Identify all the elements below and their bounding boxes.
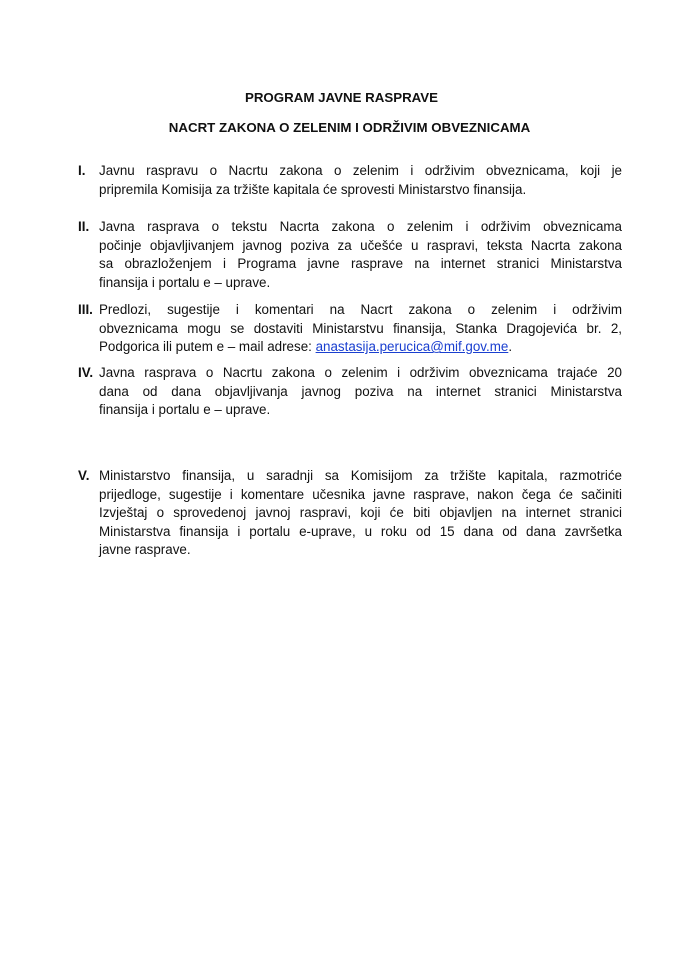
paragraph-line: pripremila Komisija za tržište kapitala će sprovesti Ministarstvo finansija. (99, 181, 527, 197)
paragraph-2 (78, 218, 622, 292)
email-link[interactable]: anastasija.perucica@mif.gov.me (315, 339, 509, 355)
paragraph-number: IV. (78, 365, 94, 380)
paragraph-number: I. (78, 163, 86, 178)
paragraph-line: finansija i portalu e – uprave. (99, 274, 271, 290)
paragraph-line: Izvještaj o sprovedenoj javnoj raspravi, koji će biti objavljen na internet stranici (99, 505, 622, 521)
paragraph-1 (78, 162, 622, 199)
paragraph-line: prijedloge, sugestije i komentare učesnika javne rasprave, nakon čega će sačiniti (99, 486, 622, 502)
paragraph-line: Javnu raspravu o Nacrtu zakona o zelenim i održivim obveznicama, koji je (99, 163, 622, 178)
paragraph-line: dana od dana objavljivanja javnog poziva na internet stranici Ministarstva (99, 383, 622, 399)
paragraph-3 (78, 301, 622, 357)
paragraph-number: V. (78, 468, 90, 483)
paragraph-4 (78, 364, 622, 420)
paragraph-5 (78, 467, 622, 560)
paragraph-line: sa obrazloženjem i Programa javne rasprave na internet stranici Ministarstva (99, 256, 622, 272)
paragraph-line: Predlozi, sugestije i komentari na Nacrt zakona o zelenim i održivim (99, 302, 622, 317)
line-text: Podgorica ili putem e – mail adrese: (99, 339, 316, 355)
paragraph-line: Javna rasprava o Nacrtu zakona o zelenim i održivim obveznicama trajaće 20 (99, 365, 622, 380)
paragraph-line: obveznicama mogu se dostaviti Ministarstvu finansija, Stanka Dragojevića br. 2, (99, 320, 622, 336)
paragraph-line: javne rasprave. (99, 542, 191, 558)
paragraph-line: Ministarstva finansija i portalu e-uprave, u roku od 15 dana od dana završetka (99, 523, 622, 539)
document-subtitle: NACRT ZAKONA O ZELENIM I ODRŽIVIM OBVEZNICAMA (168, 120, 531, 135)
paragraph-number: II. (78, 219, 90, 234)
paragraph-line: finansija i portalu e – uprave. (99, 402, 271, 418)
paragraph-line: Ministarstvo finansija, u saradnji sa Komisijom za tržište kapitala, razmotriće (99, 468, 622, 483)
paragraph-line: počinje objavljivanjem javnog poziva za učešće u raspravi, teksta Nacrta zakona (99, 237, 622, 253)
paragraph-line: Javna rasprava o tekstu Nacrta zakona o zelenim i održivim obveznicama (99, 219, 622, 234)
paragraph-number: III. (78, 302, 93, 317)
paragraph-line (99, 338, 622, 357)
document-title: PROGRAM JAVNE RASPRAVE (244, 90, 439, 105)
line-end: . (508, 339, 513, 355)
